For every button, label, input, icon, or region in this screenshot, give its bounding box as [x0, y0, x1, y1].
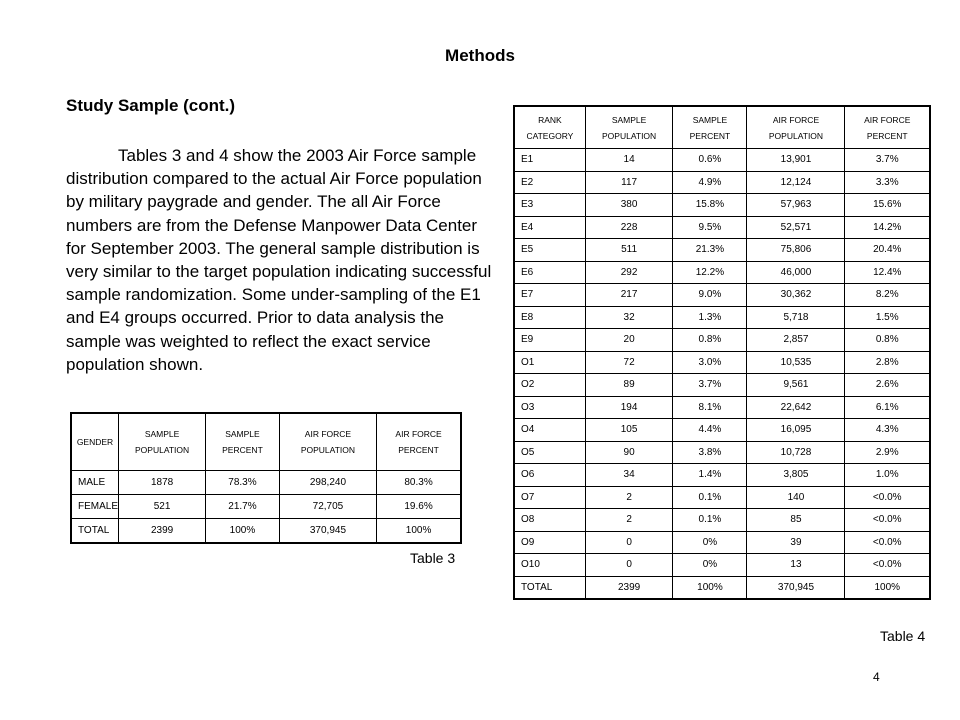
header-air-force-population: AIR FORCE POPULATION — [747, 106, 845, 149]
table-cell: 380 — [585, 194, 673, 217]
table-row — [514, 509, 930, 532]
header-sample-percent: SAMPLE PERCENT — [673, 106, 747, 149]
table-cell: E1 — [514, 149, 585, 172]
table-cell: 0.8% — [845, 329, 930, 352]
table-cell: 10,728 — [747, 441, 845, 464]
table-3-caption: Table 3 — [410, 550, 456, 566]
table-cell: 117 — [585, 171, 673, 194]
table-cell: O5 — [514, 441, 585, 464]
section-subheading: Study Sample (cont.) — [66, 96, 236, 115]
table-cell: 78.3% — [206, 471, 280, 495]
table-row — [514, 239, 930, 262]
table-cell: O8 — [514, 509, 585, 532]
table-cell: 14 — [585, 149, 673, 172]
table-cell: 0.8% — [673, 329, 747, 352]
header-sample-population: SAMPLE POPULATION — [585, 106, 673, 149]
table-cell: O1 — [514, 351, 585, 374]
table-cell: 8.1% — [673, 396, 747, 419]
table-cell: <0.0% — [845, 509, 930, 532]
table-row — [514, 351, 930, 374]
table-cell: 2,857 — [747, 329, 845, 352]
table-cell: 20.4% — [845, 239, 930, 262]
table-row — [514, 486, 930, 509]
header-air-force-percent: AIR FORCE PERCENT — [377, 413, 461, 471]
table-cell: 30,362 — [747, 284, 845, 307]
table-cell: O9 — [514, 531, 585, 554]
table-row — [514, 531, 930, 554]
table-cell: 2.6% — [845, 374, 930, 397]
table-cell: 4.4% — [673, 419, 747, 442]
table-cell: 0% — [673, 531, 747, 554]
table-cell: 2 — [585, 486, 673, 509]
table-cell: 3,805 — [747, 464, 845, 487]
table-cell: 85 — [747, 509, 845, 532]
table-row — [514, 306, 930, 329]
table-cell: 89 — [585, 374, 673, 397]
table-cell: 2 — [585, 509, 673, 532]
table-row — [514, 149, 930, 172]
table-cell: 1.3% — [673, 306, 747, 329]
table-cell: 228 — [585, 216, 673, 239]
table-cell: 1.4% — [673, 464, 747, 487]
table-cell: 9,561 — [747, 374, 845, 397]
table-cell: 46,000 — [747, 261, 845, 284]
table-cell: 52,571 — [747, 216, 845, 239]
table-header-row — [514, 106, 930, 149]
table-row — [514, 464, 930, 487]
table-cell: 15.6% — [845, 194, 930, 217]
gender-table — [70, 412, 462, 544]
table-cell: 511 — [585, 239, 673, 262]
page-title: Methods — [445, 46, 515, 65]
table-cell: TOTAL — [514, 576, 585, 599]
header-air-force-percent: AIR FORCE PERCENT — [845, 106, 930, 149]
table-cell: 2399 — [119, 519, 206, 544]
table-cell: 0.6% — [673, 149, 747, 172]
table-cell: O10 — [514, 554, 585, 577]
table-cell: 370,945 — [279, 519, 376, 544]
header-gender: GENDER — [71, 413, 119, 471]
table-cell: E4 — [514, 216, 585, 239]
table-cell: 72 — [585, 351, 673, 374]
table-cell: 12,124 — [747, 171, 845, 194]
table-cell: 5,718 — [747, 306, 845, 329]
header-rank-category: RANK CATEGORY — [514, 106, 585, 149]
table-cell: 9.0% — [673, 284, 747, 307]
table-row — [514, 554, 930, 577]
table-cell: 3.0% — [673, 351, 747, 374]
table-cell: 8.2% — [845, 284, 930, 307]
body-paragraph — [66, 144, 496, 376]
table-cell: 194 — [585, 396, 673, 419]
table-cell: 32 — [585, 306, 673, 329]
table-row — [514, 419, 930, 442]
table-cell: 3.7% — [845, 149, 930, 172]
table-cell: 0% — [673, 554, 747, 577]
table-row — [514, 576, 930, 599]
table-cell: 298,240 — [279, 471, 376, 495]
table-cell: 22,642 — [747, 396, 845, 419]
table-cell: 2.8% — [845, 351, 930, 374]
table-cell: E9 — [514, 329, 585, 352]
rank-table-body — [514, 149, 930, 600]
table-cell: 19.6% — [377, 495, 461, 519]
table-cell: 57,963 — [747, 194, 845, 217]
table-cell: E6 — [514, 261, 585, 284]
table-row — [71, 519, 461, 544]
table-cell: 0.1% — [673, 509, 747, 532]
table-cell: 4.3% — [845, 419, 930, 442]
table-cell: O6 — [514, 464, 585, 487]
table-4-caption: Table 4 — [880, 628, 926, 644]
table-row — [71, 495, 461, 519]
table-cell: 6.1% — [845, 396, 930, 419]
table-cell: FEMALE — [71, 495, 119, 519]
table-cell: 1.5% — [845, 306, 930, 329]
table-row — [514, 261, 930, 284]
table-cell: 90 — [585, 441, 673, 464]
table-cell: 100% — [377, 519, 461, 544]
table-cell: 2399 — [585, 576, 673, 599]
table-row — [514, 216, 930, 239]
table-row — [514, 441, 930, 464]
table-row — [514, 284, 930, 307]
table-cell: O3 — [514, 396, 585, 419]
table-cell: E5 — [514, 239, 585, 262]
table-cell: 140 — [747, 486, 845, 509]
table-cell: 370,945 — [747, 576, 845, 599]
table-cell: 521 — [119, 495, 206, 519]
table-cell: O2 — [514, 374, 585, 397]
table-cell: TOTAL — [71, 519, 119, 544]
table-cell: 1878 — [119, 471, 206, 495]
table-row — [514, 171, 930, 194]
table-cell: 14.2% — [845, 216, 930, 239]
table-cell: 72,705 — [279, 495, 376, 519]
table-cell: 0 — [585, 531, 673, 554]
table-cell: 80.3% — [377, 471, 461, 495]
table-cell: 217 — [585, 284, 673, 307]
table-cell: 4.9% — [673, 171, 747, 194]
table-cell: 12.2% — [673, 261, 747, 284]
header-air-force-population: AIR FORCE POPULATION — [279, 413, 376, 471]
table-cell: 13 — [747, 554, 845, 577]
table-row — [514, 374, 930, 397]
header-sample-percent: SAMPLE PERCENT — [206, 413, 280, 471]
page-number: 4 — [873, 670, 880, 684]
table-row — [514, 396, 930, 419]
table-cell: 100% — [206, 519, 280, 544]
table-cell: 13,901 — [747, 149, 845, 172]
table-cell: 292 — [585, 261, 673, 284]
table-cell: O4 — [514, 419, 585, 442]
table-cell: E8 — [514, 306, 585, 329]
table-cell: 100% — [845, 576, 930, 599]
table-cell: 1.0% — [845, 464, 930, 487]
table-cell: 3.8% — [673, 441, 747, 464]
table-cell: 15.8% — [673, 194, 747, 217]
table-cell: 21.3% — [673, 239, 747, 262]
table-row — [71, 471, 461, 495]
table-cell: 75,806 — [747, 239, 845, 262]
table-cell: O7 — [514, 486, 585, 509]
table-cell: <0.0% — [845, 486, 930, 509]
header-sample-population: SAMPLE POPULATION — [119, 413, 206, 471]
rank-table — [513, 105, 931, 600]
table-cell: E7 — [514, 284, 585, 307]
table-cell: 9.5% — [673, 216, 747, 239]
table-cell: 105 — [585, 419, 673, 442]
table-cell: 20 — [585, 329, 673, 352]
table-cell: 3.3% — [845, 171, 930, 194]
table-header-row — [71, 413, 461, 471]
table-cell: 39 — [747, 531, 845, 554]
table-cell: 21.7% — [206, 495, 280, 519]
table-cell: E3 — [514, 194, 585, 217]
table-cell: MALE — [71, 471, 119, 495]
table-cell: 12.4% — [845, 261, 930, 284]
table-cell: 34 — [585, 464, 673, 487]
body-paragraph-text: Tables 3 and 4 show the 2003 Air Force sample distribution compared to the actual Air Force population by military paygrade and gender. The all Air Force numbers are from the Defense Manpower Data Center for September 2003. The general sample distribution is very similar to the target population indicating successful sample randomization. Some under-sampling of the E1 and E4 groups occurred. Prior to data analysis the sample was weighted to reflect the exact service population shown. — [66, 146, 492, 374]
table-cell: 16,095 — [747, 419, 845, 442]
table-cell: 2.9% — [845, 441, 930, 464]
table-cell: 10,535 — [747, 351, 845, 374]
table-cell: 100% — [673, 576, 747, 599]
table-cell: E2 — [514, 171, 585, 194]
table-cell: <0.0% — [845, 554, 930, 577]
gender-table-body — [71, 471, 461, 544]
table-row — [514, 194, 930, 217]
table-cell: 0 — [585, 554, 673, 577]
table-cell: <0.0% — [845, 531, 930, 554]
table-row — [514, 329, 930, 352]
table-cell: 3.7% — [673, 374, 747, 397]
table-cell: 0.1% — [673, 486, 747, 509]
